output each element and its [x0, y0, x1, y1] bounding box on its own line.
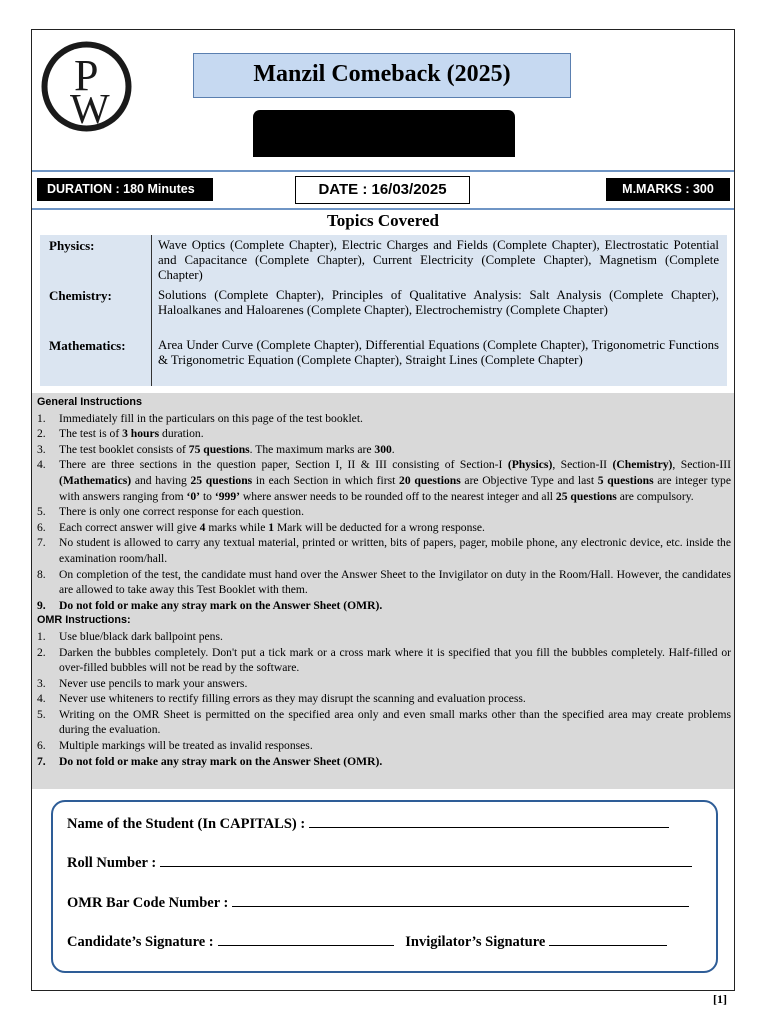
divider-bottom [32, 208, 734, 210]
item-number: 7. [37, 536, 46, 550]
item-number: 6. [37, 520, 46, 534]
instruction-item: 6. Each correct answer will give 4 marks while 1 Mark will be deducted for a wrong response. [37, 520, 485, 534]
omr-item: 4. Never use whiteners to rectify filling errors as they may disrupt the scanning and evaluation process. [37, 692, 526, 706]
topic-subject: Chemistry: [49, 288, 112, 303]
svg-text:P: P [74, 51, 99, 100]
test-title: Manzil Comeback (2025) [193, 53, 571, 98]
student-details-form [51, 800, 718, 973]
topic-chapters: Area Under Curve (Complete Chapter), Differential Equations (Complete Chapter), Trigonometric Functions & Trigonometric Equation (Complete Chapter), Straight Lines (Complete Chapter) [158, 338, 719, 367]
instructions-panel [32, 393, 734, 789]
item-number: 2. [37, 427, 46, 441]
omr-item: 7. Do not fold or make any stray mark on the Answer Sheet (OMR). [37, 754, 383, 768]
omr-item: 1. Use blue/black dark ballpoint pens. [37, 629, 223, 643]
item-number: 1. [37, 411, 46, 425]
omr-instructions-heading: OMR Instructions: [37, 614, 131, 627]
duration-badge: DURATION : 180 Minutes [37, 178, 213, 201]
topics-column-divider [151, 235, 152, 386]
item-number: 4. [37, 692, 46, 706]
instruction-item: 1. Immediately fill in the particulars on this page of the test booklet. [37, 411, 363, 425]
item-number: 5. [37, 707, 46, 721]
item-number: 4. [37, 458, 46, 472]
item-number: 7. [37, 754, 46, 768]
omr-barcode-field[interactable] [67, 894, 689, 912]
item-number: 9. [37, 598, 46, 612]
omr-item: 2. Darken the bubbles completely. Don't put a tick mark or a cross mark where it is specified that you fill the bubbles completely. Half-filled or over-filled bubbles will not be read by the software. [37, 645, 731, 675]
omr-item: 3. Never use pencils to mark your answers. [37, 676, 248, 690]
topic-chapters: Solutions (Complete Chapter), Principles of Qualitative Analysis: Salt Analysis (Complete Chapter), Haloalkanes and Haloarenes (Complete Chapter), Electrochemistry (Complete Chapter) [158, 288, 719, 317]
svg-text:W: W [70, 87, 110, 133]
omr-barcode-blank[interactable] [232, 894, 689, 907]
topics-heading: Topics Covered [327, 211, 439, 230]
signature-row [67, 933, 667, 951]
topic-subject: Physics: [49, 238, 95, 253]
page-number: [1] [713, 992, 727, 1006]
student-name-blank[interactable] [309, 815, 669, 828]
general-instructions-heading: General Instructions [37, 396, 142, 408]
student-name-label: Name of the Student (In CAPITALS) : [67, 816, 306, 832]
roll-number-label: Roll Number : [67, 855, 157, 871]
invigilator-signature-label: Invigilator’s Signature [405, 934, 546, 950]
instruction-item: 2. The test is of 3 hours duration. [37, 427, 204, 441]
instruction-item: 5. There is only one correct response for each question. [37, 505, 304, 519]
topic-subject: Mathematics: [49, 338, 126, 353]
instruction-item: 4. There are three sections in the question paper, Section I, II & III consisting of Section-I (Physics), Section-II (Chemistry), Section-III (Mathematics) and having 25 questions in each Section in which first 20 questions are Objective Type and last 5 questions are integer type with answers ranging from ‘0’ to ‘999’ where answer needs to be rounded off to the nearest integer and all 25 questions are compulsory. [37, 458, 731, 503]
roll-number-field[interactable] [67, 854, 692, 872]
instruction-item: 7. No student is allowed to carry any textual material, printed or written, bits of papers, pager, mobile phone, any electronic device, etc. inside the examination room/hall. [37, 536, 731, 565]
item-number: 3. [37, 676, 46, 690]
student-name-field[interactable] [67, 815, 669, 833]
invigilator-signature-blank[interactable] [549, 933, 667, 946]
redacted-block [253, 110, 515, 157]
instruction-item: 9. Do not fold or make any stray mark on the Answer Sheet (OMR). [37, 598, 383, 612]
omr-item: 6. Multiple markings will be treated as invalid responses. [37, 739, 313, 753]
divider-top [32, 170, 734, 172]
topics-table [40, 235, 727, 386]
item-number: 8. [37, 567, 46, 581]
candidate-signature-label: Candidate’s Signature : [67, 934, 214, 950]
item-number: 6. [37, 739, 46, 753]
instruction-item: 3. The test booklet consists of 75 questions. The maximum marks are 300. [37, 442, 395, 456]
item-number: 3. [37, 442, 46, 456]
date-badge: DATE : 16/03/2025 [295, 176, 470, 204]
pw-logo-icon [40, 40, 133, 133]
omr-barcode-label: OMR Bar Code Number : [67, 895, 229, 911]
instruction-item: 8. On completion of the test, the candidate must hand over the Answer Sheet to the Invigilator on duty in the Room/Hall. However, the candidates are allowed to take away this Test Booklet with them. [37, 567, 731, 597]
item-number: 2. [37, 645, 46, 659]
item-number: 1. [37, 629, 46, 643]
max-marks-badge: M.MARKS : 300 [606, 178, 730, 201]
candidate-signature-blank[interactable] [218, 933, 394, 946]
topic-chapters: Wave Optics (Complete Chapter), Electric Charges and Fields (Complete Chapter), Electrostatic Potential and Capacitance (Complete Chapter), Current Electricity (Complete Chapter), Magnetism (Complete Chapter) [158, 238, 719, 282]
roll-number-blank[interactable] [160, 854, 692, 867]
item-number: 5. [37, 505, 46, 519]
omr-item: 5. Writing on the OMR Sheet is permitted on the specified area only and even small marks other than the specified area may create problems during the evaluation. [37, 707, 731, 737]
